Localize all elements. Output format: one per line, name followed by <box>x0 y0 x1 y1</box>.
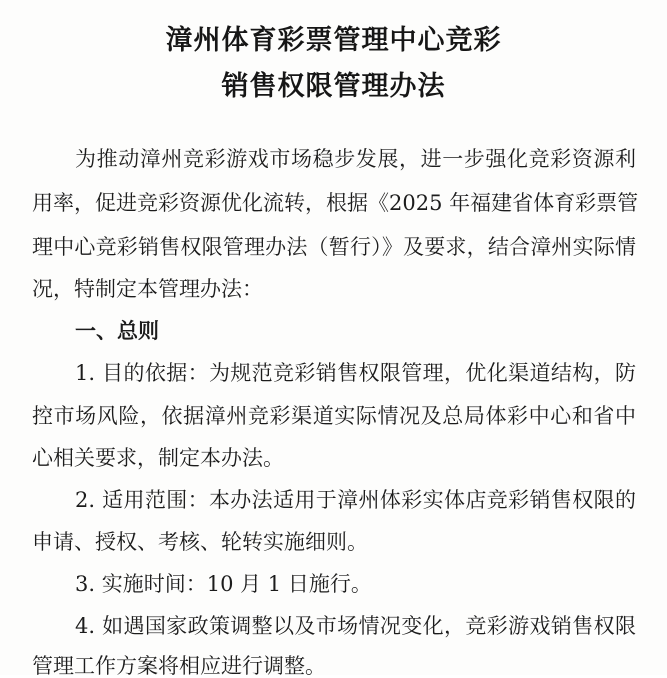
intro-paragraph-line-4: 况，特制定本管理办法： <box>32 277 263 301</box>
intro-paragraph-line-3: 理中心竞彩销售权限管理办法（暂行）》及要求，结合漳州实际情 <box>32 235 636 259</box>
item-2-line-2: 申请、授权、考核、轮转实施细则。 <box>32 530 368 554</box>
item-4-line-1: 4. 如遇国家政策调整以及市场情况变化，竞彩游戏销售权限 <box>75 614 636 638</box>
intro-paragraph-line-2: 用率，促进竞彩资源优化流转，根据《2025 年福建省体育彩票管 <box>32 191 639 215</box>
item-1-line-2: 控市场风险，依据漳州竞彩渠道实际情况及总局体彩中心和省中 <box>32 404 636 428</box>
item-2-line-1: 2. 适用范围：本办法适用于漳州体彩实体店竞彩销售权限的 <box>75 488 636 512</box>
section-heading-general-provisions: 一、总则 <box>75 319 159 343</box>
document-title-line-2: 销售权限管理办法 <box>221 71 446 102</box>
document-title-line-1: 漳州体育彩票管理中心竞彩 <box>165 25 502 56</box>
item-1-line-3: 心相关要求，制定本办法。 <box>32 446 284 470</box>
item-3-line-1: 3. 实施时间：10 月 1 日施行。 <box>75 572 372 596</box>
intro-paragraph-line-1: 为推动漳州竞彩游戏市场稳步发展，进一步强化竞彩资源利 <box>75 147 636 171</box>
item-1-line-1: 1. 目的依据：为规范竞彩销售权限管理，优化渠道结构，防 <box>75 361 636 385</box>
item-4-line-2: 管理工作方案将相应进行调整。 <box>32 654 326 678</box>
